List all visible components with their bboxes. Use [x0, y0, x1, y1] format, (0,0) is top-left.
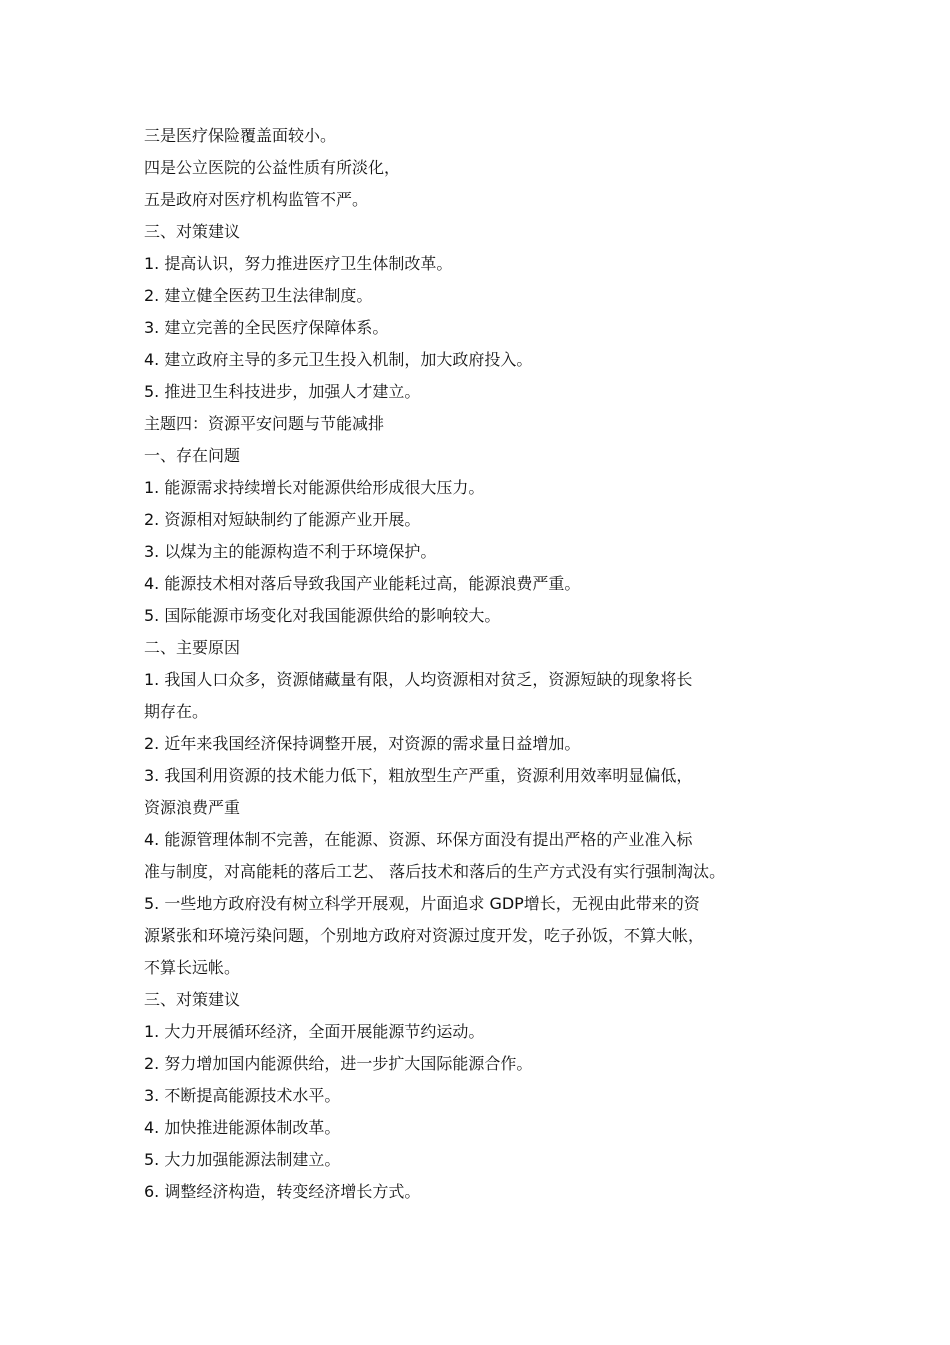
- section-heading: 二、主要原因: [144, 638, 241, 657]
- list-item: 4. 能源管理体制不完善，在能源、资源、环保方面没有提出严格的产业准入标: [144, 830, 693, 849]
- list-item: 4. 能源技术相对落后导致我国产业能耗过高，能源浪费严重。: [144, 574, 581, 593]
- list-item: 5. 大力加强能源法制建立。: [144, 1150, 341, 1169]
- list-item: 5. 推进卫生科技进步，加强人才建立。: [144, 382, 421, 401]
- list-item: 5. 一些地方政府没有树立科学开展观，片面追求 GDP增长，无视由此带来的资: [144, 894, 700, 913]
- text-line: 四是公立医院的公益性质有所淡化，: [144, 158, 401, 177]
- list-item: 2. 资源相对短缺制约了能源产业开展。: [144, 510, 421, 529]
- list-item: 6. 调整经济构造，转变经济增长方式。: [144, 1182, 421, 1201]
- list-item: 1. 能源需求持续增长对能源供给形成很大压力。: [144, 478, 485, 497]
- topic-heading: 主题四：资源平安问题与节能减排: [144, 414, 385, 433]
- list-item: 2. 努力增加国内能源供给，进一步扩大国际能源合作。: [144, 1054, 533, 1073]
- list-item-continuation: 资源浪费严重: [144, 798, 241, 817]
- list-item-continuation: 不算长远帐。: [144, 958, 241, 977]
- section-heading: 一、存在问题: [144, 446, 241, 465]
- list-item: 1. 提高认识，努力推进医疗卫生体制改革。: [144, 254, 453, 273]
- list-item-continuation: 源紧张和环境污染问题，个别地方政府对资源过度开发，吃子孙饭，不算大帐，: [144, 926, 705, 945]
- list-item: 4. 加快推进能源体制改革。: [144, 1118, 341, 1137]
- document-body: [144, 120, 814, 1208]
- list-item: 3. 建立完善的全民医疗保障体系。: [144, 318, 389, 337]
- list-item: 1. 大力开展循环经济，全面开展能源节约运动。: [144, 1022, 485, 1041]
- list-item: 3. 以煤为主的能源构造不利于环境保护。: [144, 542, 437, 561]
- text-line: 三是医疗保险覆盖面较小。: [144, 126, 337, 145]
- list-item: 2. 建立健全医药卫生法律制度。: [144, 286, 373, 305]
- list-item: 3. 我国利用资源的技术能力低下，粗放型生产严重，资源利用效率明显偏低，: [144, 766, 693, 785]
- list-item: 4. 建立政府主导的多元卫生投入机制，加大政府投入。: [144, 350, 533, 369]
- list-item-continuation: 准与制度，对高能耗的落后工艺、 落后技术和落后的生产方式没有实行强制淘汰。: [144, 862, 726, 881]
- section-heading: 三、对策建议: [144, 222, 241, 241]
- list-item: 2. 近年来我国经济保持调整开展，对资源的需求量日益增加。: [144, 734, 581, 753]
- text-line: 五是政府对医疗机构监管不严。: [144, 190, 369, 209]
- list-item-continuation: 期存在。: [144, 702, 209, 721]
- list-item: 1. 我国人口众多，资源储藏量有限，人均资源相对贫乏，资源短缺的现象将长: [144, 670, 693, 689]
- section-heading: 三、对策建议: [144, 990, 241, 1009]
- list-item: 5. 国际能源市场变化对我国能源供给的影响较大。: [144, 606, 501, 625]
- list-item: 3. 不断提高能源技术水平。: [144, 1086, 341, 1105]
